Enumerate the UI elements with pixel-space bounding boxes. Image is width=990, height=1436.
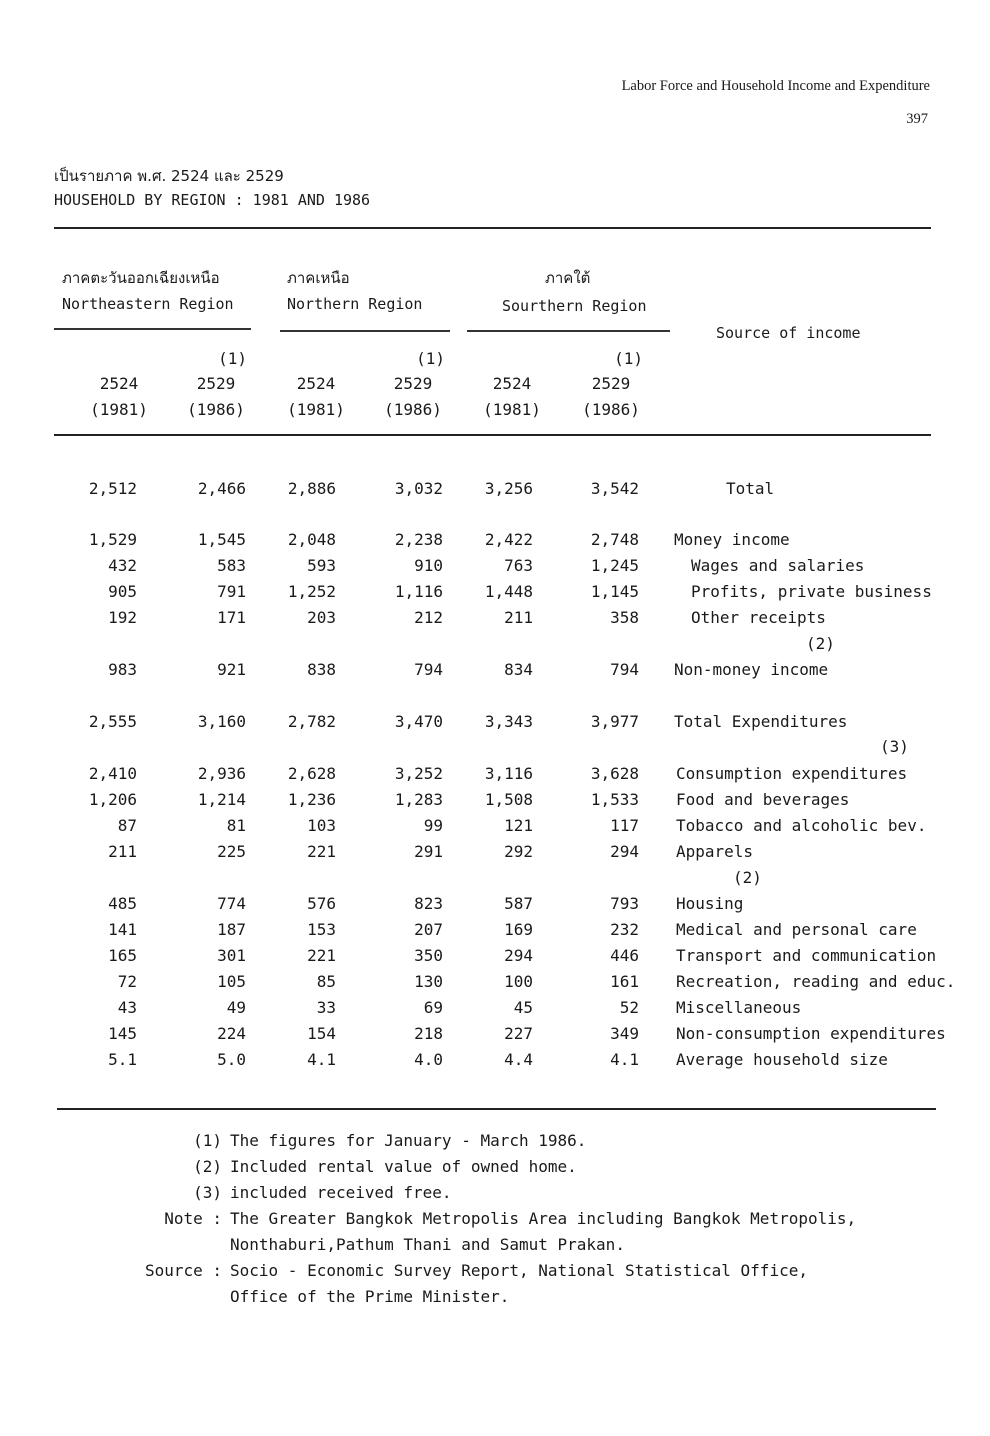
table-cell: 2,748 <box>590 530 639 549</box>
table-cell: 2,886 <box>287 479 336 498</box>
table-cell: 2,512 <box>88 479 137 498</box>
table-cell: 2,936 <box>197 764 246 783</box>
footnote-marker: (1) <box>193 1131 222 1150</box>
table-cell: 791 <box>217 582 246 601</box>
footnote-marker: (3) <box>193 1183 222 1202</box>
table-cell: 292 <box>504 842 533 861</box>
table-cell: 72 <box>117 972 137 991</box>
table-cell: 1,283 <box>394 790 443 809</box>
page-number: 397 <box>906 111 928 127</box>
col-year: 2529 <box>196 374 236 393</box>
region-underline-north <box>280 330 450 332</box>
row-footnote-marker: (2) <box>733 868 762 887</box>
table-cell: 983 <box>108 660 137 679</box>
table-cell: 3,032 <box>394 479 443 498</box>
region-north-label: Northern Region <box>287 295 423 313</box>
footnote-text: included received free. <box>230 1183 452 1202</box>
row-label: Average household size <box>676 1050 888 1069</box>
table-cell: 2,422 <box>484 530 533 549</box>
table-cell: 583 <box>217 556 246 575</box>
table-cell: 1,533 <box>590 790 639 809</box>
table-cell: 3,116 <box>484 764 533 783</box>
table-cell: 85 <box>316 972 336 991</box>
table-cell: 69 <box>423 998 443 1017</box>
col-note: (1) <box>416 349 445 368</box>
row-label: Total <box>726 479 775 498</box>
row-label: Profits, private business <box>691 582 932 601</box>
table-cell: 1,545 <box>197 530 246 549</box>
footnote-text: The figures for January - March 1986. <box>230 1131 587 1150</box>
table-cell: 3,470 <box>394 712 443 731</box>
table-cell: 218 <box>414 1024 443 1043</box>
table-cell: 212 <box>414 608 443 627</box>
table-cell: 485 <box>108 894 137 913</box>
region-south-label: Sourthern Region <box>502 297 647 315</box>
table-cell: 2,782 <box>287 712 336 731</box>
table-cell: 105 <box>217 972 246 991</box>
table-cell: 1,116 <box>394 582 443 601</box>
row-label: Transport and communication <box>676 946 937 965</box>
table-cell: 349 <box>610 1024 639 1043</box>
table-cell: 221 <box>307 842 336 861</box>
table-cell: 1,214 <box>197 790 246 809</box>
footnote-text: Included rental value of owned home. <box>230 1157 577 1176</box>
running-header-title: Labor Force and Household Income and Expenditure <box>621 78 930 94</box>
table-cell: 834 <box>504 660 533 679</box>
table-cell: 301 <box>217 946 246 965</box>
region-northeast-label: Northeastern Region <box>62 295 234 313</box>
table-cell: 45 <box>513 998 533 1017</box>
table-cell: 211 <box>108 842 137 861</box>
col-note: (1) <box>614 349 643 368</box>
table-cell: 33 <box>316 998 336 1017</box>
row-label: Wages and salaries <box>691 556 865 575</box>
col-year-ad: (1981) <box>287 400 345 419</box>
table-cell: 291 <box>414 842 443 861</box>
col-year: 2529 <box>393 374 433 393</box>
table-cell: 161 <box>610 972 639 991</box>
table-cell: 838 <box>307 660 336 679</box>
table-cell: 52 <box>619 998 639 1017</box>
table-cell: 225 <box>217 842 246 861</box>
col-year-ad: (1986) <box>187 400 245 419</box>
table-cell: 187 <box>217 920 246 939</box>
table-cell: 1,206 <box>88 790 137 809</box>
table-cell: 2,628 <box>287 764 336 783</box>
source-label: Source : <box>144 1261 222 1280</box>
table-cell: 4.1 <box>610 1050 639 1069</box>
table-cell: 358 <box>610 608 639 627</box>
table-cell: 350 <box>414 946 443 965</box>
row-label: Apparels <box>676 842 754 861</box>
table-cell: 130 <box>414 972 443 991</box>
col-year: 2524 <box>492 374 532 393</box>
table-cell: 4.1 <box>307 1050 336 1069</box>
row-label: Food and beverages <box>676 790 850 809</box>
note-text-continued: Nonthaburi,Pathum Thani and Samut Prakan. <box>230 1235 625 1254</box>
row-label: Housing <box>676 894 744 913</box>
table-cell: 1,245 <box>590 556 639 575</box>
region-northeast-thai: ภาคตะวันออกเฉียงเหนือ <box>62 269 220 287</box>
table-cell: 432 <box>108 556 137 575</box>
table-cell: 921 <box>217 660 246 679</box>
table-cell: 793 <box>610 894 639 913</box>
table-cell: 823 <box>414 894 443 913</box>
table-cell: 4.0 <box>414 1050 443 1069</box>
region-underline-south <box>467 330 670 332</box>
header-bottom-rule <box>54 434 931 436</box>
table-cell: 2,238 <box>394 530 443 549</box>
table-cell: 294 <box>504 946 533 965</box>
col-note: (1) <box>218 349 247 368</box>
table-cell: 2,466 <box>197 479 246 498</box>
table-cell: 5.0 <box>217 1050 246 1069</box>
table-cell: 117 <box>610 816 639 835</box>
table-cell: 4.4 <box>504 1050 533 1069</box>
row-footnote-marker: (2) <box>806 634 835 653</box>
table-bottom-rule <box>57 1108 936 1110</box>
table-cell: 49 <box>226 998 246 1017</box>
table-cell: 203 <box>307 608 336 627</box>
row-label: Total Expenditures <box>674 712 848 731</box>
footnote-marker: (2) <box>193 1157 222 1176</box>
table-cell: 593 <box>307 556 336 575</box>
table-cell: 1,508 <box>484 790 533 809</box>
table-cell: 103 <box>307 816 336 835</box>
row-label: Consumption expenditures <box>676 764 908 783</box>
table-cell: 87 <box>117 816 137 835</box>
table-cell: 145 <box>108 1024 137 1043</box>
table-cell: 3,160 <box>197 712 246 731</box>
table-cell: 165 <box>108 946 137 965</box>
table-cell: 121 <box>504 816 533 835</box>
table-cell: 100 <box>504 972 533 991</box>
table-cell: 192 <box>108 608 137 627</box>
table-cell: 1,236 <box>287 790 336 809</box>
table-cell: 794 <box>414 660 443 679</box>
table-cell: 227 <box>504 1024 533 1043</box>
note-text: The Greater Bangkok Metropolis Area including Bangkok Metropolis, <box>230 1209 857 1228</box>
table-cell: 207 <box>414 920 443 939</box>
table-cell: 224 <box>217 1024 246 1043</box>
table-cell: 3,256 <box>484 479 533 498</box>
table-cell: 294 <box>610 842 639 861</box>
col-year-ad: (1986) <box>384 400 442 419</box>
table-cell: 587 <box>504 894 533 913</box>
note-label: Note : <box>164 1209 222 1228</box>
table-top-rule <box>54 227 931 229</box>
row-label: Money income <box>674 530 790 549</box>
row-label: Tobacco and alcoholic bev. <box>676 816 927 835</box>
region-south-thai: ภาคใต้ <box>545 269 591 287</box>
col-year: 2524 <box>296 374 336 393</box>
table-cell: 141 <box>108 920 137 939</box>
table-cell: 910 <box>414 556 443 575</box>
row-label: Non-money income <box>674 660 829 679</box>
table-cell: 905 <box>108 582 137 601</box>
col-year-ad: (1986) <box>582 400 640 419</box>
table-cell: 99 <box>423 816 443 835</box>
table-cell: 2,555 <box>88 712 137 731</box>
row-label: Miscellaneous <box>676 998 802 1017</box>
col-year-ad: (1981) <box>483 400 541 419</box>
table-cell: 3,343 <box>484 712 533 731</box>
table-cell: 154 <box>307 1024 336 1043</box>
table-cell: 211 <box>504 608 533 627</box>
table-cell: 2,410 <box>88 764 137 783</box>
region-underline-northeast <box>54 328 251 330</box>
row-footnote-marker: (3) <box>880 737 909 756</box>
row-label: Recreation, reading and educ. <box>676 972 956 991</box>
row-label: Medical and personal care <box>676 920 917 939</box>
table-cell: 763 <box>504 556 533 575</box>
table-cell: 3,628 <box>590 764 639 783</box>
table-cell: 3,977 <box>590 712 639 731</box>
table-cell: 1,252 <box>287 582 336 601</box>
table-cell: 221 <box>307 946 336 965</box>
table-cell: 153 <box>307 920 336 939</box>
source-text: Socio - Economic Survey Report, National Statistical Office, <box>230 1261 808 1280</box>
row-label: Other receipts <box>691 608 826 627</box>
table-cell: 576 <box>307 894 336 913</box>
table-cell: 2,048 <box>287 530 336 549</box>
table-cell: 3,542 <box>590 479 639 498</box>
row-label: Non-consumption expenditures <box>676 1024 946 1043</box>
region-north-thai: ภาคเหนือ <box>287 269 350 287</box>
table-title-thai: เป็นรายภาค พ.ศ. 2524 และ 2529 <box>54 167 284 185</box>
table-cell: 81 <box>226 816 246 835</box>
source-text-continued: Office of the Prime Minister. <box>230 1287 510 1306</box>
table-cell: 794 <box>610 660 639 679</box>
table-cell: 1,529 <box>88 530 137 549</box>
col-year-ad: (1981) <box>90 400 148 419</box>
table-cell: 774 <box>217 894 246 913</box>
col-year: 2524 <box>99 374 139 393</box>
table-cell: 5.1 <box>108 1050 137 1069</box>
table-cell: 1,448 <box>484 582 533 601</box>
table-cell: 446 <box>610 946 639 965</box>
table-cell: 169 <box>504 920 533 939</box>
source-of-income-header: Source of income <box>716 324 861 342</box>
table-cell: 232 <box>610 920 639 939</box>
table-cell: 1,145 <box>590 582 639 601</box>
table-cell: 171 <box>217 608 246 627</box>
table-cell: 43 <box>117 998 137 1017</box>
table-cell: 3,252 <box>394 764 443 783</box>
col-year: 2529 <box>591 374 631 393</box>
table-title-english: HOUSEHOLD BY REGION : 1981 AND 1986 <box>54 191 371 209</box>
